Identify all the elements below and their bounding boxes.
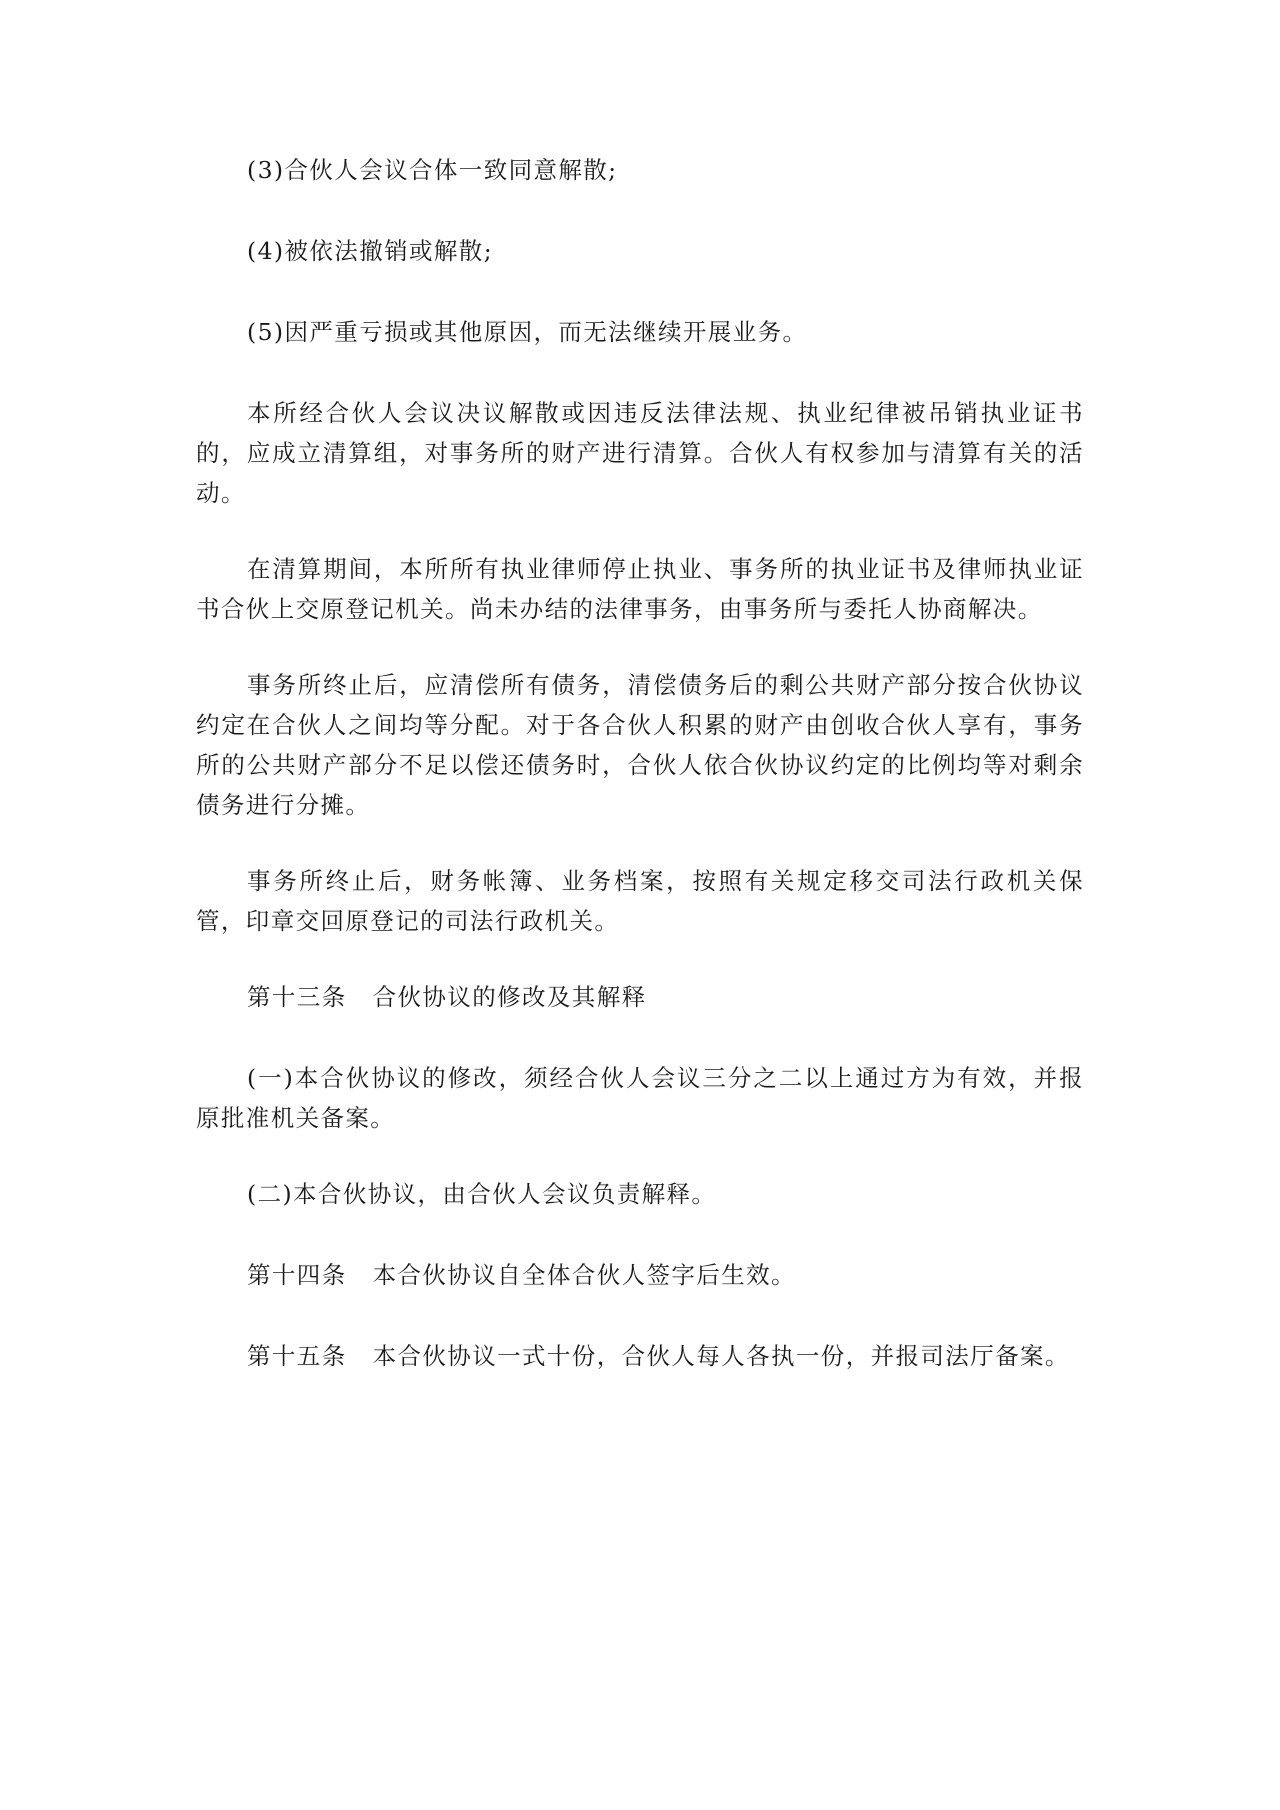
article-15-text: 本合伙协议一式十份，合伙人每人各执一份，并报司法厅备案。 <box>372 1342 1070 1370</box>
article-13-heading <box>196 977 1084 1017</box>
article-13-item-1: (一)本合伙协议的修改，须经合伙人会议三分之二以上通过方为有效，并报原批准机关备案。 <box>196 1064 1084 1132</box>
clause-item-5: (5)因严重亏损或其他原因，而无法继续开展业务。 <box>247 318 808 346</box>
records-handover-paragraph: 事务所终止后，财务帐簿、业务档案，按照有关规定移交司法行政机关保管，印章交回原登记的司法行政机关。 <box>196 867 1084 935</box>
liquidation-period-paragraph: 在清算期间，本所所有执业律师停止执业、事务所的执业证书及律师执业证书合伙上交原登记机关。尚未办结的法律事务，由事务所与委托人协商解决。 <box>196 555 1084 623</box>
article-13-item-2: (二)本合伙协议，由合伙人会议负责解释。 <box>247 1180 717 1208</box>
article-15-number: 第十五条 <box>247 1342 347 1370</box>
article-13-number: 第十三条 <box>247 983 347 1011</box>
article-14 <box>196 1255 1084 1295</box>
dissolution-paragraph: 本所经合伙人会议决议解散或因违反法律法规、执业纪律被吊销执业证书的，应成立清算组，对事务所的财产进行清算。合伙人有权参加与清算有关的活动。 <box>196 399 1084 507</box>
debt-settlement-paragraph: 事务所终止后，应清偿所有债务，清偿债务后的剩公共财产部分按合伙协议约定在合伙人之间均等分配。对于各合伙人积累的财产由创收合伙人享有，事务所的公共财产部分不足以偿还债务时，合伙人依合伙协议约定的比例均等对剩余债务进行分摊。 <box>196 671 1084 819</box>
article-13-title: 合伙协议的修改及其解释 <box>372 983 647 1011</box>
clause-item-3: (3)合伙人会议合体一致同意解散; <box>247 156 618 184</box>
document-page <box>196 150 1084 1412</box>
article-14-text: 本合伙协议自全体合伙人签字后生效。 <box>372 1261 796 1289</box>
clause-item-4: (4)被依法撤销或解散; <box>247 237 494 265</box>
article-14-number: 第十四条 <box>247 1261 347 1289</box>
article-15 <box>196 1336 1084 1376</box>
